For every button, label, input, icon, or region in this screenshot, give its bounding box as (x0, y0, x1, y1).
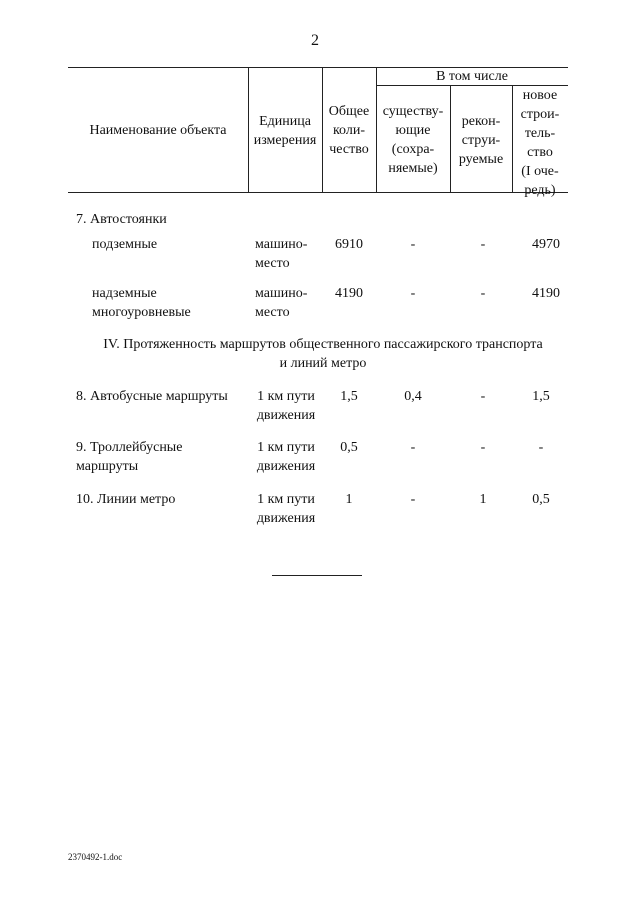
row-name-line: многоуровневые (92, 305, 191, 320)
end-rule (272, 575, 362, 576)
row-total: 4190 (335, 286, 363, 301)
section-heading-line: и линий метро (279, 356, 367, 371)
header-recon-line: руемые (458, 152, 504, 167)
row-name-line: надземные (92, 286, 157, 301)
row-new: 4190 (532, 286, 560, 301)
row-reconstructed: - (480, 286, 486, 301)
row-unit-line: место (255, 305, 290, 320)
row-name (92, 284, 191, 322)
header-existing-line: няемые) (388, 161, 438, 176)
row-unit-line: 1 км пути (257, 492, 315, 507)
header-new-line: тель- (524, 126, 556, 141)
header-total-line: коли- (332, 123, 366, 138)
row-existing: 0,4 (404, 389, 422, 404)
section-title: 7. Автостоянки (76, 212, 167, 227)
page-number: 2 (311, 32, 319, 49)
row-existing: - (410, 492, 416, 507)
row-reconstructed: 1 (479, 492, 487, 507)
header-recon-line: струи- (461, 133, 501, 148)
header-new-line: ство (527, 145, 553, 160)
row-unit (250, 438, 322, 476)
row-name: подземные (92, 237, 158, 252)
row-total: 1 (345, 492, 353, 507)
row-unit (250, 387, 322, 425)
row-total: 0,5 (340, 440, 358, 455)
row-new: 1,5 (532, 389, 550, 404)
section-heading-line: IV. Протяженность маршрутов общественного пассажирского транспорта (103, 337, 543, 352)
header-existing-line: существу- (382, 104, 444, 119)
header-total-line: Общее (328, 104, 370, 119)
header-unit-line: Единица (259, 114, 311, 129)
row-reconstructed: - (480, 389, 486, 404)
row-total: 6910 (335, 237, 363, 252)
header-new-line: строи- (520, 107, 560, 122)
row-new: - (538, 440, 544, 455)
footer-doc-code: 2370492-1.doc (68, 852, 123, 862)
row-name: 8. Автобусные маршруты (76, 389, 228, 404)
header-existing-line: (сохра- (391, 142, 435, 157)
header-existing-line: ющие (395, 123, 431, 138)
row-new: 0,5 (532, 492, 550, 507)
row-unit-line: место (255, 256, 290, 271)
row-existing: - (410, 237, 416, 252)
row-name (76, 438, 182, 476)
row-new: 4970 (532, 237, 560, 252)
row-name: 10. Линии метро (76, 492, 176, 507)
header-total-line: чество (329, 142, 369, 157)
header-recon-line: рекон- (461, 114, 501, 129)
row-unit-line: машино- (255, 286, 308, 301)
row-unit-line: 1 км пути (257, 440, 315, 455)
header-bottom-rule (68, 192, 568, 193)
row-existing: - (410, 440, 416, 455)
header-existing (376, 102, 450, 178)
row-name-line: маршруты (76, 459, 139, 474)
header-name: Наименование объекта (89, 123, 227, 138)
row-existing: - (410, 286, 416, 301)
header-new-line: новое (522, 88, 558, 103)
header-new-line: редь) (524, 183, 556, 198)
header-new-line: (I оче- (521, 164, 559, 179)
header-unit (248, 112, 322, 150)
header-new (512, 86, 568, 200)
row-unit-line: движения (256, 459, 316, 474)
row-unit (255, 235, 307, 273)
row-unit-line: 1 км пути (257, 389, 315, 404)
row-reconstructed: - (480, 440, 486, 455)
row-reconstructed: - (480, 237, 486, 252)
row-unit-line: машино- (255, 237, 308, 252)
header-reconstructed (450, 112, 512, 169)
row-name-line: 9. Троллейбусные (76, 440, 183, 455)
section-heading (68, 335, 578, 373)
row-unit-line: движения (256, 511, 316, 526)
row-total: 1,5 (340, 389, 358, 404)
header-including: В том числе (436, 69, 508, 84)
row-unit-line: движения (256, 408, 316, 423)
row-unit (255, 284, 307, 322)
header-unit-line: измерения (253, 133, 317, 148)
header-total (322, 102, 376, 159)
row-unit (250, 490, 322, 528)
